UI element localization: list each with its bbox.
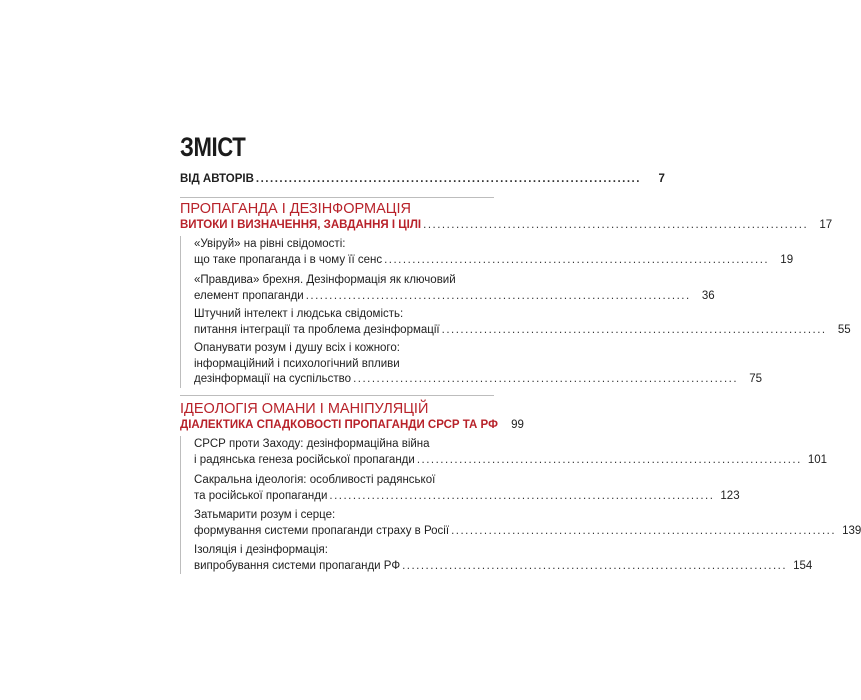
- chapter-line: що таке пропаганда і в чому її сенс: [194, 253, 383, 266]
- chapter-line: випробування системи пропаганди РФ: [194, 559, 401, 572]
- toc-entry-front[interactable]: [180, 172, 665, 188]
- page-number: 101: [807, 453, 828, 466]
- toc-chapter[interactable]: [194, 273, 715, 304]
- toc-chapter[interactable]: [194, 341, 763, 388]
- dot-leader: ..................................................................................: [416, 453, 802, 466]
- chapter-line: СРСР проти Заходу: дезінформаційна війна: [194, 438, 430, 450]
- page-number: 36: [701, 289, 715, 302]
- dot-leader: ..................................................................................: [329, 489, 715, 502]
- section-rule: [180, 236, 181, 388]
- chapter-line: «Правдива» брехня. Дезінформація як ключовий: [194, 274, 456, 286]
- part-subtitle: ВИТОКИ І ВИЗНАЧЕННЯ, ЗАВДАННЯ І ЦІЛІ: [180, 219, 422, 231]
- part-title: ПРОПАГАНДА І ДЕЗІНФОРМАЦІЯ: [180, 201, 411, 217]
- dot-leader: ..................................................................................: [402, 559, 788, 572]
- chapter-line: інформаційний і психологічний впливи: [194, 357, 400, 370]
- toc-chapter[interactable]: [194, 437, 828, 468]
- dot-leader: ..................................................................................: [423, 219, 809, 231]
- toc-chapter[interactable]: [194, 237, 794, 268]
- toc-chapter[interactable]: [194, 508, 861, 539]
- dot-leader: ..................................................................................: [441, 323, 827, 336]
- chapter-line: «Увіруй» на рівні свідомості:: [194, 238, 346, 250]
- dot-leader: ..................................................................................: [255, 173, 641, 185]
- dot-leader: ..................................................................................: [451, 524, 837, 537]
- page-title: ЗМІСТ: [180, 132, 246, 162]
- chapter-line: Затьмарити розум і серце:: [194, 509, 336, 521]
- toc-part-2[interactable]: [180, 401, 524, 434]
- chapter-line: питання інтеграції та проблема дезінформації: [194, 323, 440, 336]
- entry-label: ВІД АВТОРІВ: [180, 173, 254, 185]
- part-title: ІДЕОЛОГІЯ ОМАНИ І МАНІПУЛЯЦІЙ: [180, 401, 429, 417]
- page-number: 17: [819, 219, 833, 231]
- dot-leader: ..................................................................................: [353, 373, 739, 385]
- chapter-line: елемент пропаганди: [194, 289, 304, 302]
- dot-leader: ..................................................................................: [305, 289, 691, 302]
- toc-chapter[interactable]: [194, 307, 851, 338]
- page-number: 75: [749, 373, 763, 385]
- chapter-line: формування системи пропаганди страху в Росії: [194, 524, 450, 537]
- page-number: 139: [842, 524, 861, 537]
- divider: [180, 395, 494, 396]
- page-number: 19: [780, 253, 794, 266]
- chapter-line: і радянська генеза російської пропаганди: [194, 453, 415, 466]
- toc-chapter[interactable]: [194, 543, 813, 574]
- page-number: 99: [511, 419, 524, 431]
- chapter-line: дезінформації на суспільство: [194, 373, 352, 385]
- page-number: 55: [837, 323, 851, 336]
- part-subtitle: ДІАЛЕКТИКА СПАДКОВОСТІ ПРОПАГАНДИ СРСР ТА РФ: [180, 419, 498, 431]
- page-number: 154: [793, 559, 813, 572]
- chapter-line: Опанувати розум і душу всіх і кожного:: [194, 342, 400, 354]
- chapter-line: Сакральна ідеологія: особливості радянської: [194, 474, 436, 486]
- toc-chapter[interactable]: [194, 473, 740, 504]
- chapter-line: Штучний інтелект і людська свідомість:: [194, 308, 404, 320]
- chapter-line: та російської пропаганди: [194, 489, 328, 502]
- dot-leader: ..................................................................................: [384, 253, 770, 266]
- page-number: 7: [658, 173, 665, 185]
- divider: [180, 197, 494, 198]
- section-rule: [180, 436, 181, 574]
- page-number: 123: [720, 489, 740, 502]
- toc-part-1[interactable]: [180, 201, 833, 234]
- chapter-line: Ізоляція і дезінформація:: [194, 544, 328, 556]
